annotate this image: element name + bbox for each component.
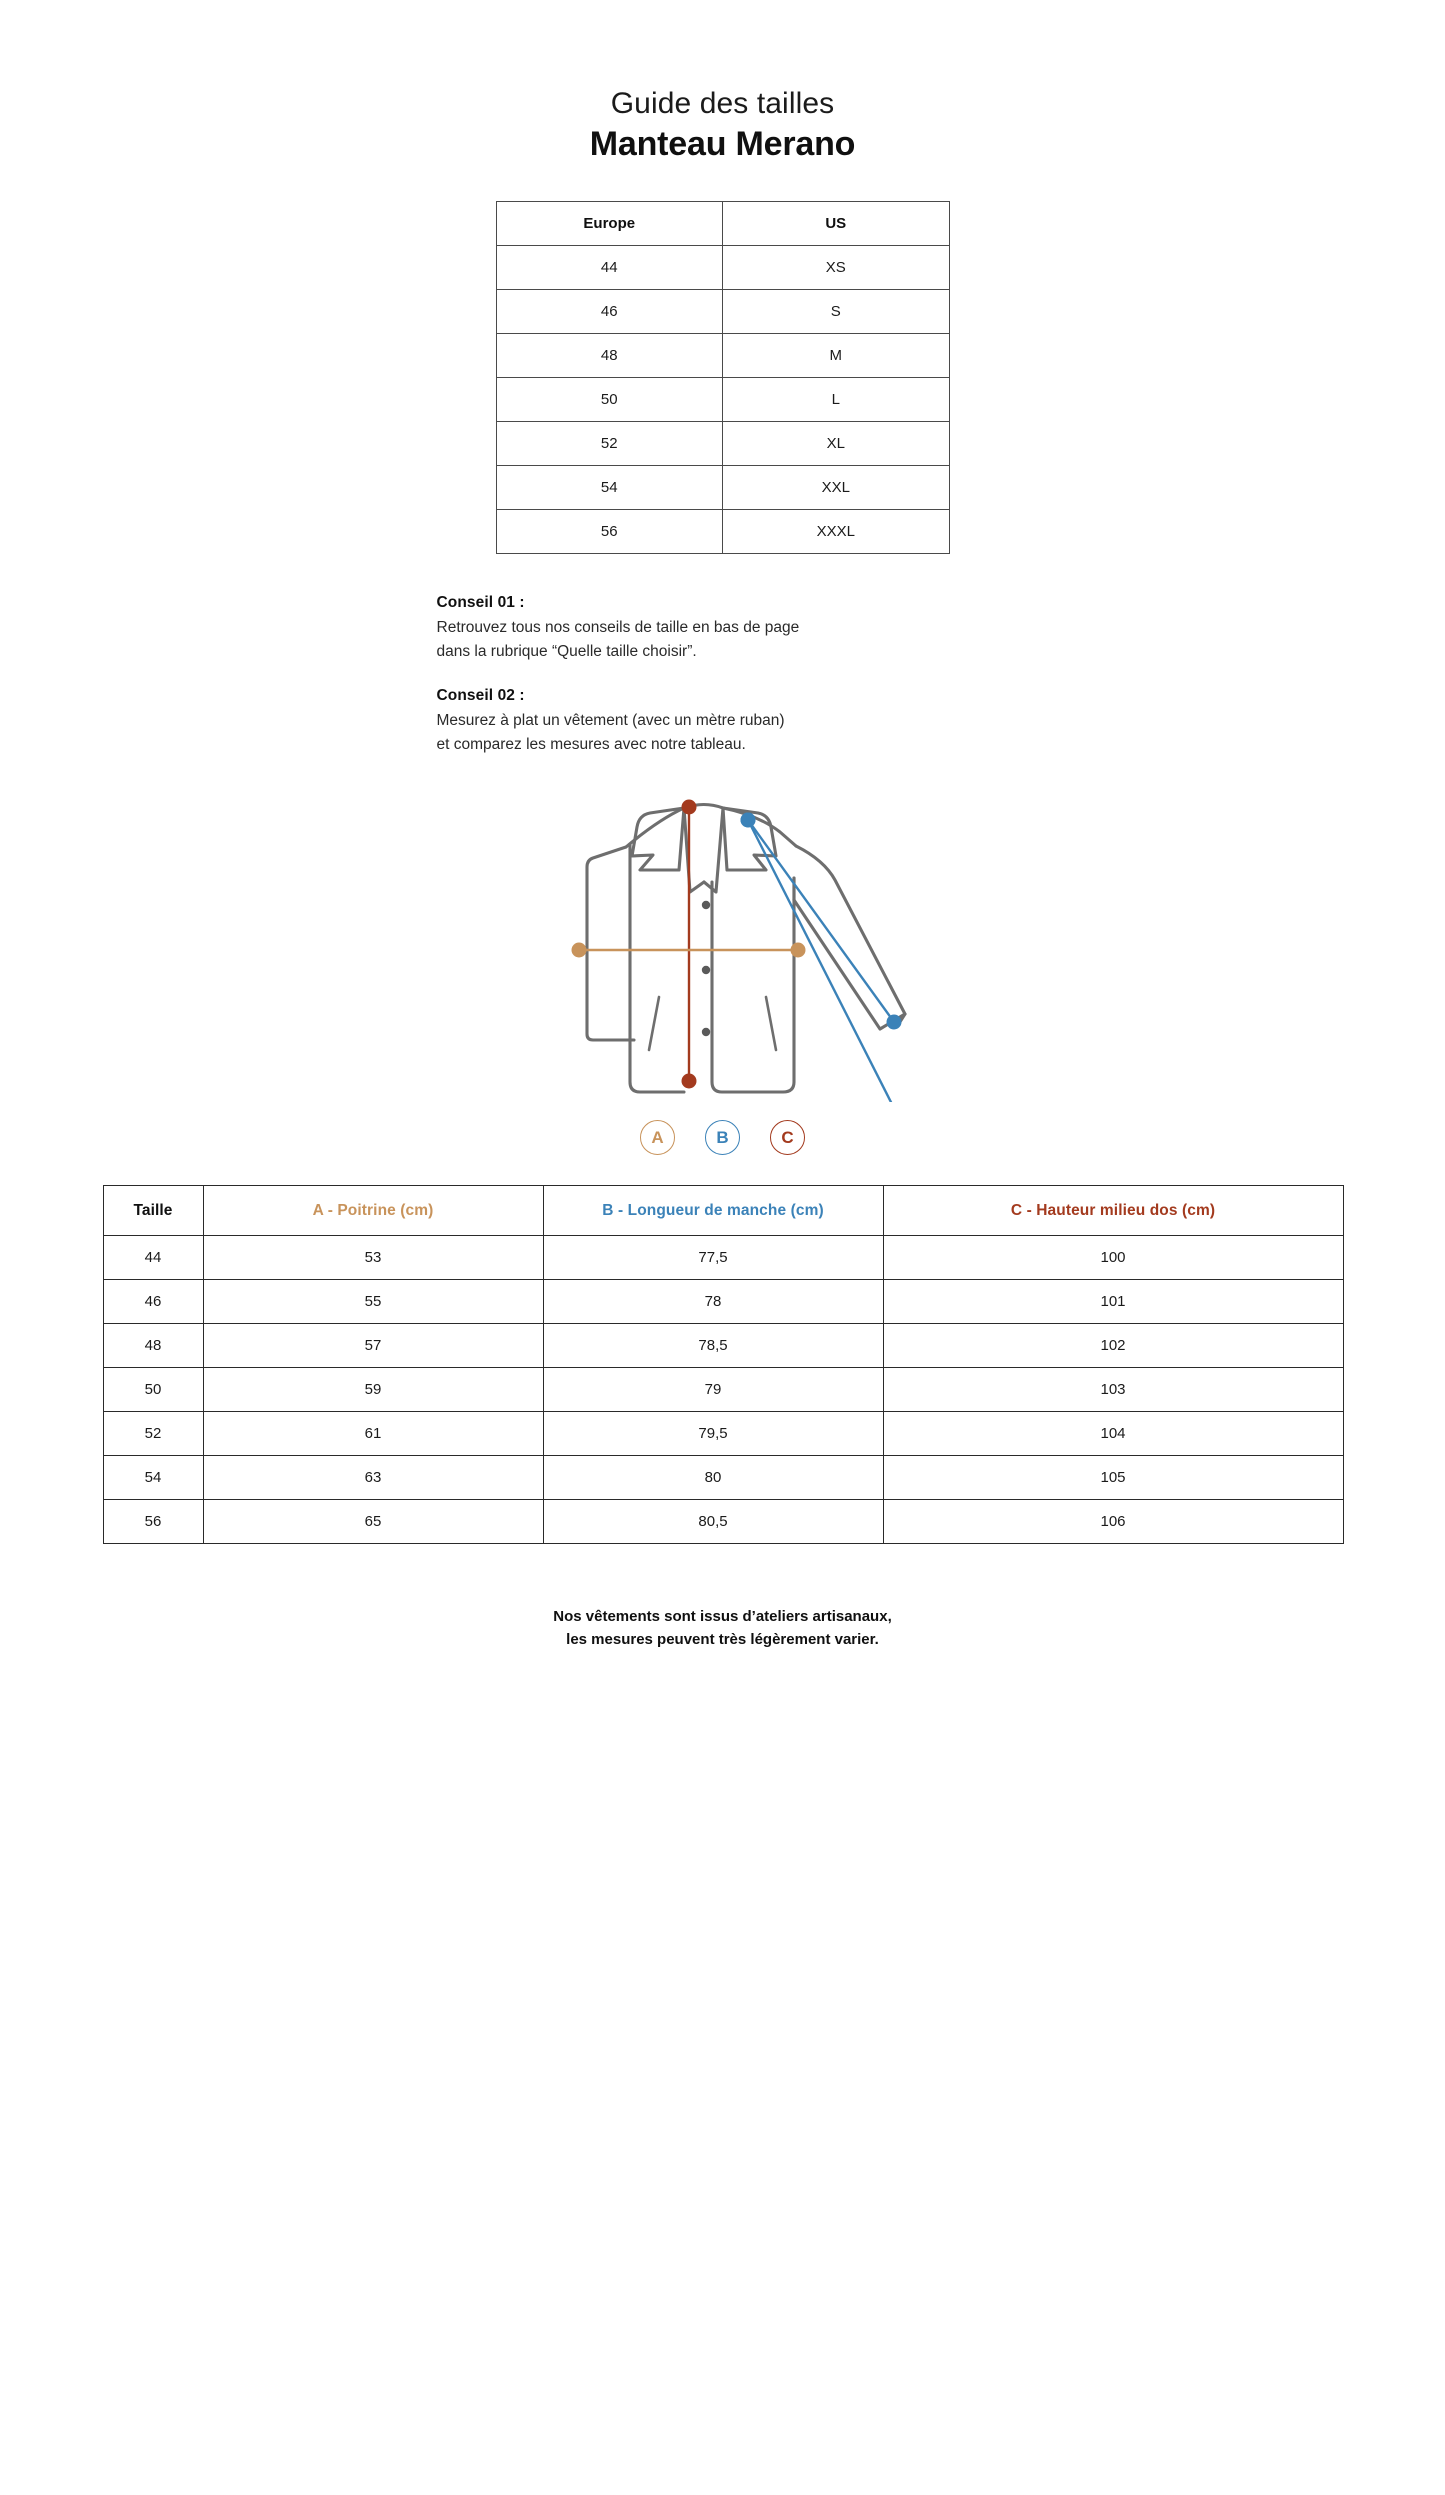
advice-tip-01-line-1: Retrouvez tous nos conseils de taille en bas de page	[436, 619, 800, 637]
column-header-europe: Europe	[496, 202, 723, 246]
measurement-table-body	[103, 1236, 1343, 1544]
table-row	[103, 1456, 1343, 1500]
advice-section	[403, 594, 1043, 756]
measure-line-b-sleeve-visible	[740, 813, 901, 1030]
cell-taille: 54	[103, 1456, 203, 1500]
table-row	[496, 510, 949, 554]
coat-button-middle	[701, 966, 709, 974]
advice-tip-02-title: Conseil 02 :	[436, 687, 525, 705]
cell-europe: 56	[496, 510, 723, 554]
measurement-legend	[0, 1120, 1445, 1155]
column-header-hauteur-milieu-dos: C - Hauteur milieu dos (cm)	[883, 1186, 1343, 1236]
table-header-row	[103, 1186, 1343, 1236]
measurement-table	[103, 1185, 1344, 1544]
page-header	[0, 0, 1445, 165]
measure-b-line-visible	[748, 820, 894, 1022]
legend-badge-c	[770, 1120, 805, 1155]
cell-longueur-manche: 78,5	[543, 1324, 883, 1368]
cell-hauteur-milieu-dos: 105	[883, 1456, 1343, 1500]
column-header-taille: Taille	[103, 1186, 203, 1236]
column-header-longueur-manche: B - Longueur de manche (cm)	[543, 1186, 883, 1236]
cell-poitrine: 65	[203, 1500, 543, 1544]
coat-lapel-inner-left	[684, 808, 704, 892]
measure-a-endpoint-left	[571, 943, 586, 958]
coat-illustration	[508, 782, 938, 1102]
advice-tip-01-title: Conseil 01 :	[436, 594, 525, 612]
cell-taille: 46	[103, 1280, 203, 1324]
cell-taille: 44	[103, 1236, 203, 1280]
footer-note	[0, 1606, 1445, 1651]
measure-b-dot-shoulder	[740, 813, 755, 828]
coat-lapel-inner-right	[704, 808, 723, 892]
cell-us: XXL	[723, 466, 950, 510]
cell-poitrine: 53	[203, 1236, 543, 1280]
column-header-us: US	[723, 202, 950, 246]
size-conversion-table-wrapper	[496, 201, 950, 554]
table-row	[103, 1412, 1343, 1456]
cell-us: XXXL	[723, 510, 950, 554]
cell-longueur-manche: 78	[543, 1280, 883, 1324]
legend-badge-b-letter: B	[716, 1128, 729, 1148]
cell-taille: 56	[103, 1500, 203, 1544]
cell-taille: 52	[103, 1412, 203, 1456]
coat-buttons	[701, 901, 709, 1036]
table-header-row	[496, 202, 949, 246]
cell-longueur-manche: 79	[543, 1368, 883, 1412]
legend-badge-b	[705, 1120, 740, 1155]
cell-us: XL	[723, 422, 950, 466]
cell-longueur-manche: 79,5	[543, 1412, 883, 1456]
cell-longueur-manche: 77,5	[543, 1236, 883, 1280]
table-row	[103, 1368, 1343, 1412]
cell-longueur-manche: 80,5	[543, 1500, 883, 1544]
cell-poitrine: 63	[203, 1456, 543, 1500]
cell-europe: 44	[496, 246, 723, 290]
footer-note-line-2: les mesures peuvent très légèrement varier.	[566, 1630, 879, 1648]
table-row	[103, 1500, 1343, 1544]
advice-tip-02-line-2: et comparez les mesures avec notre tableau.	[436, 735, 746, 753]
table-row	[496, 422, 949, 466]
coat-left-lapel	[632, 808, 684, 870]
advice-tip-02	[437, 687, 1043, 756]
cell-europe: 50	[496, 378, 723, 422]
cell-taille: 48	[103, 1324, 203, 1368]
legend-badge-a	[640, 1120, 675, 1155]
advice-tip-01	[437, 594, 1043, 663]
table-row	[496, 290, 949, 334]
column-header-poitrine: A - Poitrine (cm)	[203, 1186, 543, 1236]
table-row	[103, 1324, 1343, 1368]
measurement-table-head	[103, 1186, 1343, 1236]
measure-a-endpoint-right	[790, 943, 805, 958]
cell-europe: 46	[496, 290, 723, 334]
cell-us: M	[723, 334, 950, 378]
coat-back-panel	[587, 847, 634, 1040]
coat-right-sleeve	[794, 846, 905, 1029]
cell-hauteur-milieu-dos: 103	[883, 1368, 1343, 1412]
cell-us: L	[723, 378, 950, 422]
legend-badge-c-letter: C	[781, 1128, 794, 1148]
cell-europe: 54	[496, 466, 723, 510]
advice-tip-01-line-2: dans la rubrique “Quelle taille choisir”.	[436, 642, 697, 660]
cell-poitrine: 59	[203, 1368, 543, 1412]
table-row	[103, 1280, 1343, 1324]
legend-badge-a-letter: A	[651, 1128, 664, 1148]
cell-hauteur-milieu-dos: 100	[883, 1236, 1343, 1280]
cell-hauteur-milieu-dos: 106	[883, 1500, 1343, 1544]
table-row	[496, 378, 949, 422]
table-row	[103, 1236, 1343, 1280]
cell-hauteur-milieu-dos: 102	[883, 1324, 1343, 1368]
cell-us: S	[723, 290, 950, 334]
cell-poitrine: 55	[203, 1280, 543, 1324]
size-conversion-table	[496, 201, 950, 554]
table-row	[496, 466, 949, 510]
cell-longueur-manche: 80	[543, 1456, 883, 1500]
coat-button-top	[701, 901, 709, 909]
measurement-table-wrapper	[103, 1185, 1343, 1544]
page-title: Manteau Merano	[589, 125, 856, 164]
table-row	[496, 246, 949, 290]
advice-tip-02-line-1: Mesurez à plat un vêtement (avec un mètre ruban)	[436, 712, 785, 730]
size-conversion-table-body	[496, 246, 949, 554]
measure-b-dot-cuff	[886, 1015, 901, 1030]
measure-c-endpoint-top	[681, 800, 696, 815]
cell-taille: 50	[103, 1368, 203, 1412]
table-row	[496, 334, 949, 378]
cell-europe: 48	[496, 334, 723, 378]
cell-poitrine: 61	[203, 1412, 543, 1456]
cell-hauteur-milieu-dos: 104	[883, 1412, 1343, 1456]
cell-poitrine: 57	[203, 1324, 543, 1368]
cell-hauteur-milieu-dos: 101	[883, 1280, 1343, 1324]
size-conversion-table-head	[496, 202, 949, 246]
cell-europe: 52	[496, 422, 723, 466]
cell-us: XS	[723, 246, 950, 290]
footer-note-line-1: Nos vêtements sont issus d’ateliers artisanaux,	[553, 1608, 892, 1626]
page-subtitle: Guide des tailles	[610, 87, 835, 120]
